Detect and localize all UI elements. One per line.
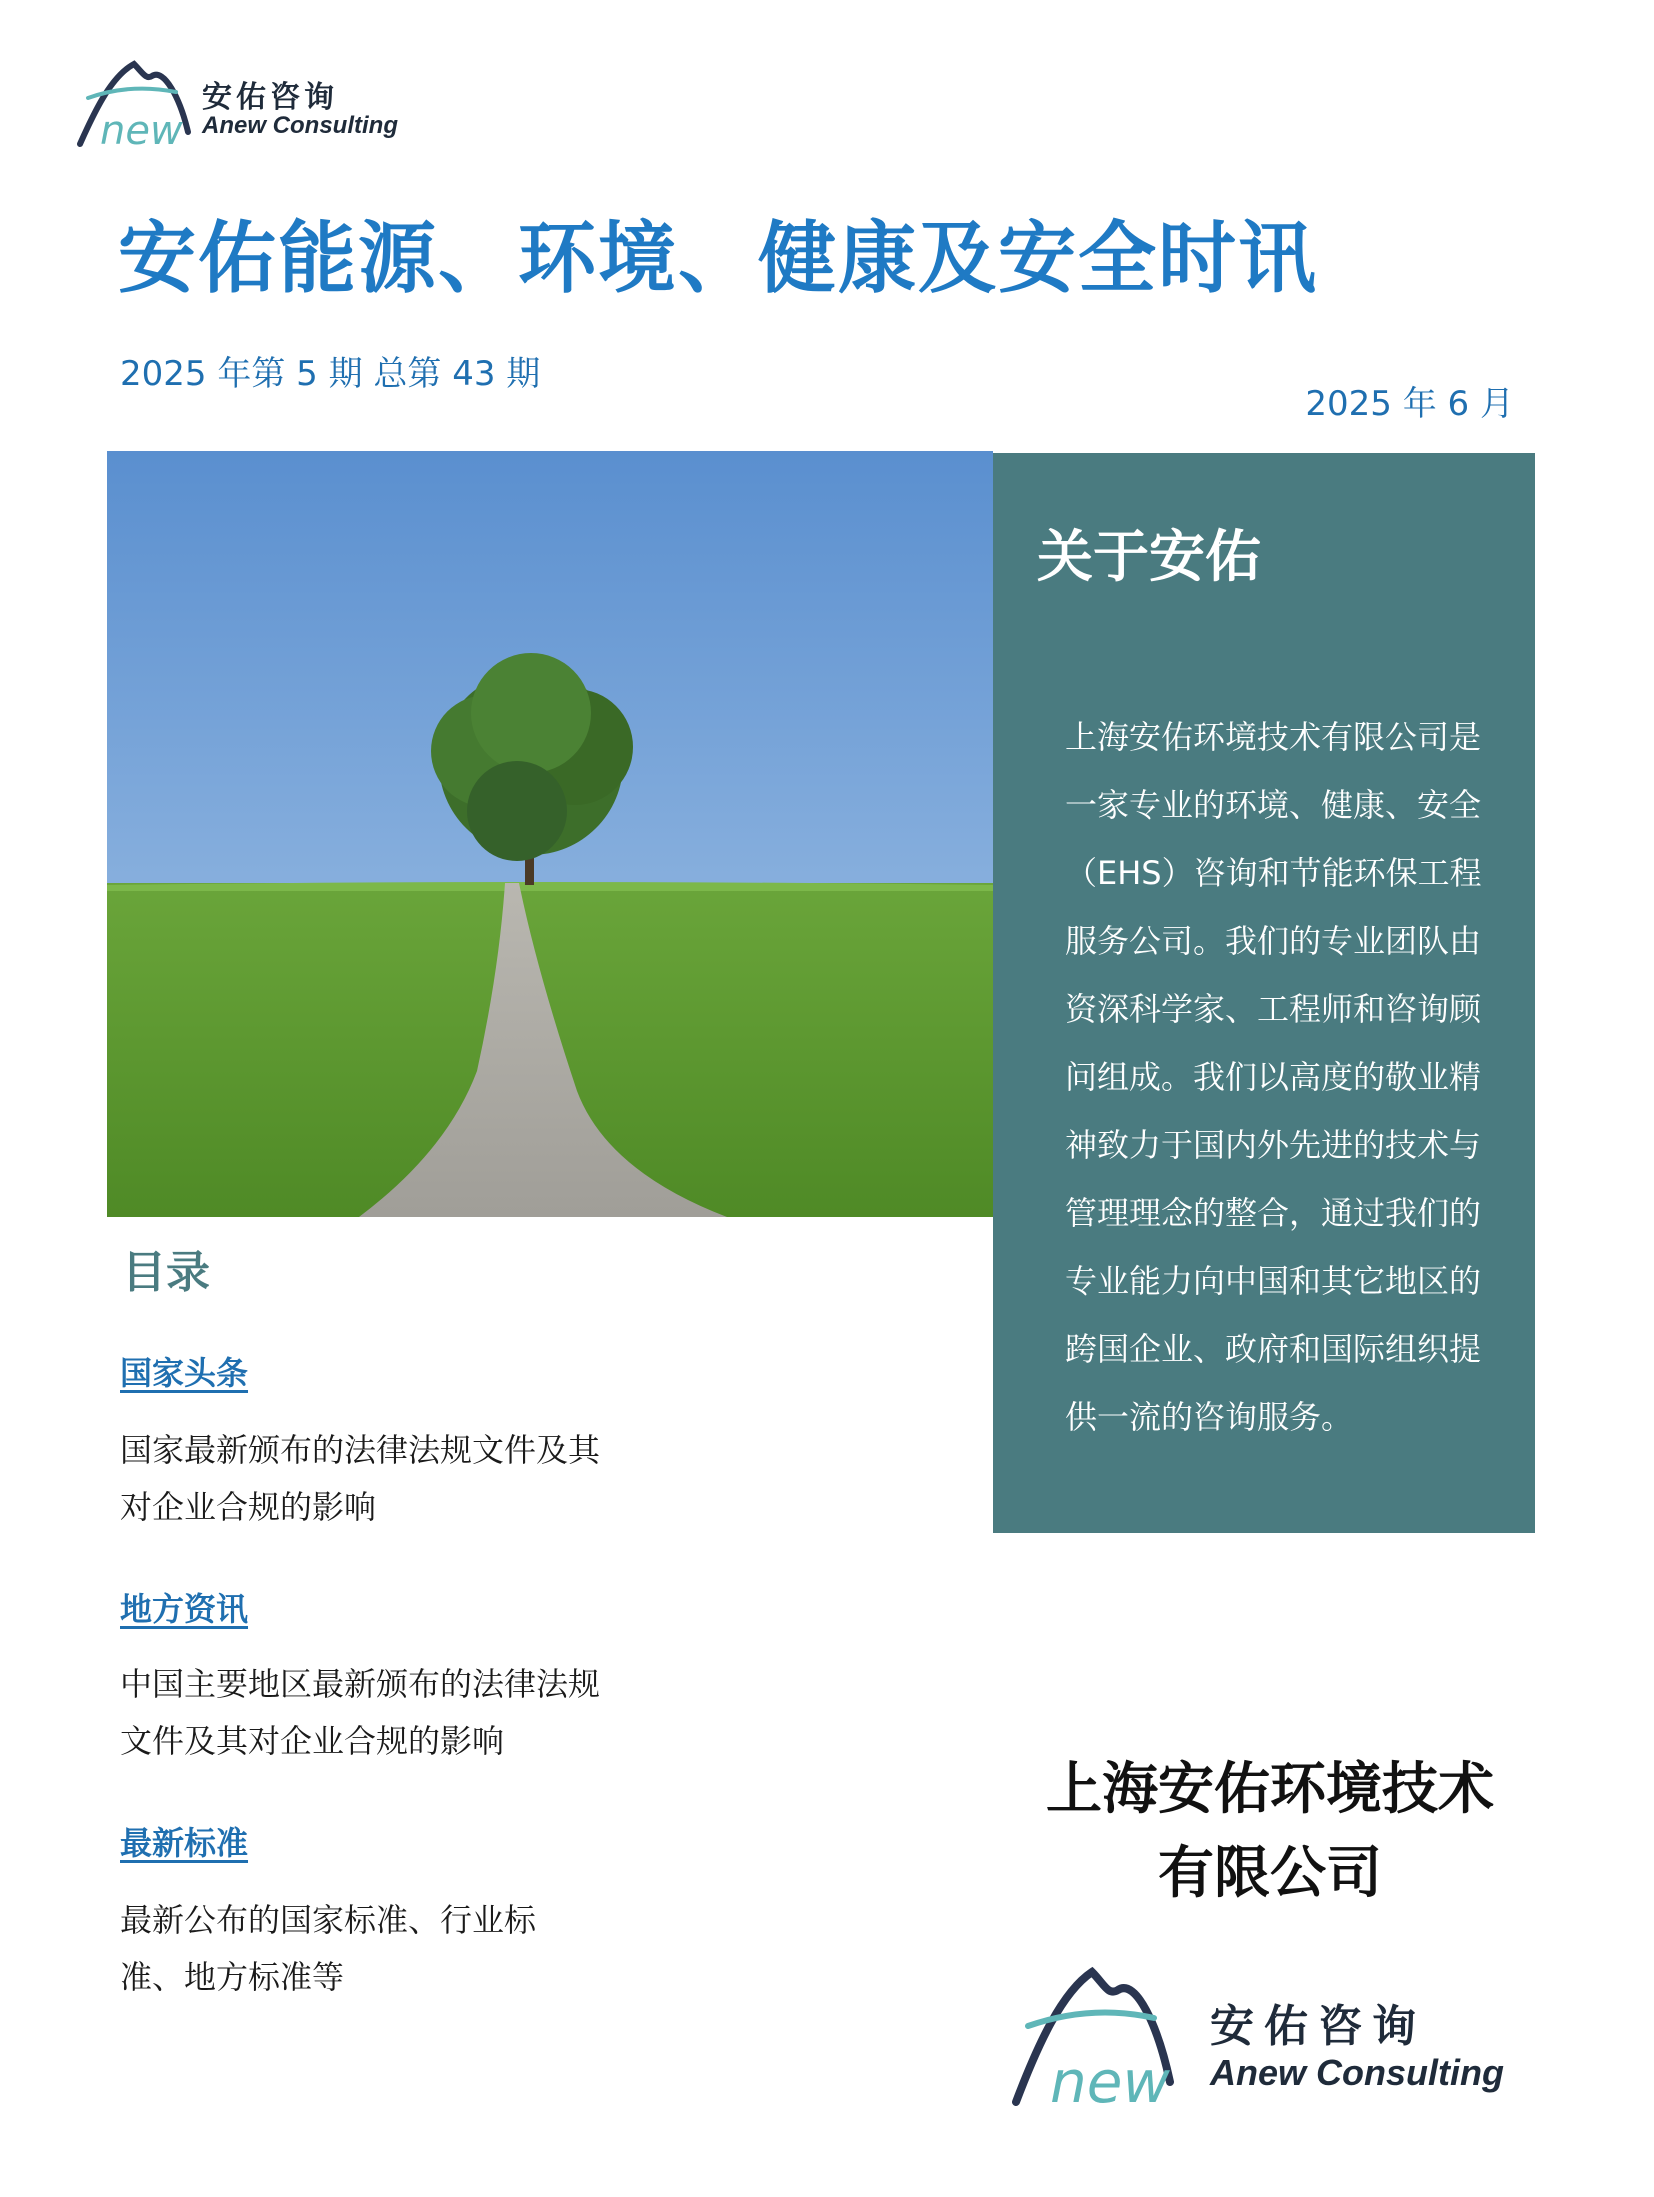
- footer-logo-name-cn: 安佑咨询: [1210, 2001, 1426, 2052]
- toc-desc-local: 中国主要地区最新颁布的法律法规文件及其对企业合规的影响: [120, 1665, 601, 1760]
- toc-link-local[interactable]: 地方资讯: [120, 1590, 249, 1628]
- logo-mark-text: new: [100, 108, 183, 148]
- footer-logo-name-en: Anew Consulting: [1210, 2052, 1504, 2093]
- about-title: 关于安佑: [1037, 525, 1261, 590]
- mountain-logo-icon: [76, 58, 206, 148]
- company-name-line2: 有限公司: [1158, 1841, 1382, 1906]
- company-name-line1: 上海安佑环境技术: [1046, 1757, 1494, 1822]
- header-logo: [76, 58, 416, 148]
- mountain-logo-icon: [1010, 1960, 1190, 2110]
- logo-name-en: Anew Consulting: [202, 112, 398, 139]
- issue-date: 2025 年 6 月: [1305, 384, 1514, 424]
- about-panel: [993, 453, 1535, 1533]
- page-title: 安佑能源、环境、健康及安全时讯: [118, 214, 1319, 304]
- issue-number: 2025 年第 5 期 总第 43 期: [120, 354, 541, 394]
- company-name: [1010, 1748, 1530, 1916]
- toc-link-standards[interactable]: 最新标准: [120, 1824, 249, 1862]
- tree-landscape-illustration: [107, 451, 993, 1217]
- toc-desc-national: 国家最新颁布的法律法规文件及其对企业合规的影响: [120, 1431, 601, 1526]
- footer-logo: [1010, 1960, 1530, 2110]
- toc-link-national[interactable]: 国家头条: [120, 1354, 249, 1392]
- logo-mark-text: new: [1050, 2048, 1170, 2110]
- about-body: 上海安佑环境技术有限公司是一家专业的环境、健康、安全（EHS）咨询和节能环保工程服务公司。我们的专业团队由资深科学家、工程师和咨询顾问组成。我们以高度的敬业精神致力于国内外先进的技术与管理理念的整合，通过我们的专业能力向中国和其它地区的跨国企业、政府和国际组织提供一流的咨询服务。: [1065, 718, 1482, 1436]
- hero-image: [107, 451, 993, 1217]
- toc-desc-standards: 最新公布的国家标准、行业标准、地方标准等: [120, 1901, 537, 1996]
- toc-heading: 目录: [122, 1247, 210, 1298]
- logo-name-cn: 安佑咨询: [202, 80, 338, 115]
